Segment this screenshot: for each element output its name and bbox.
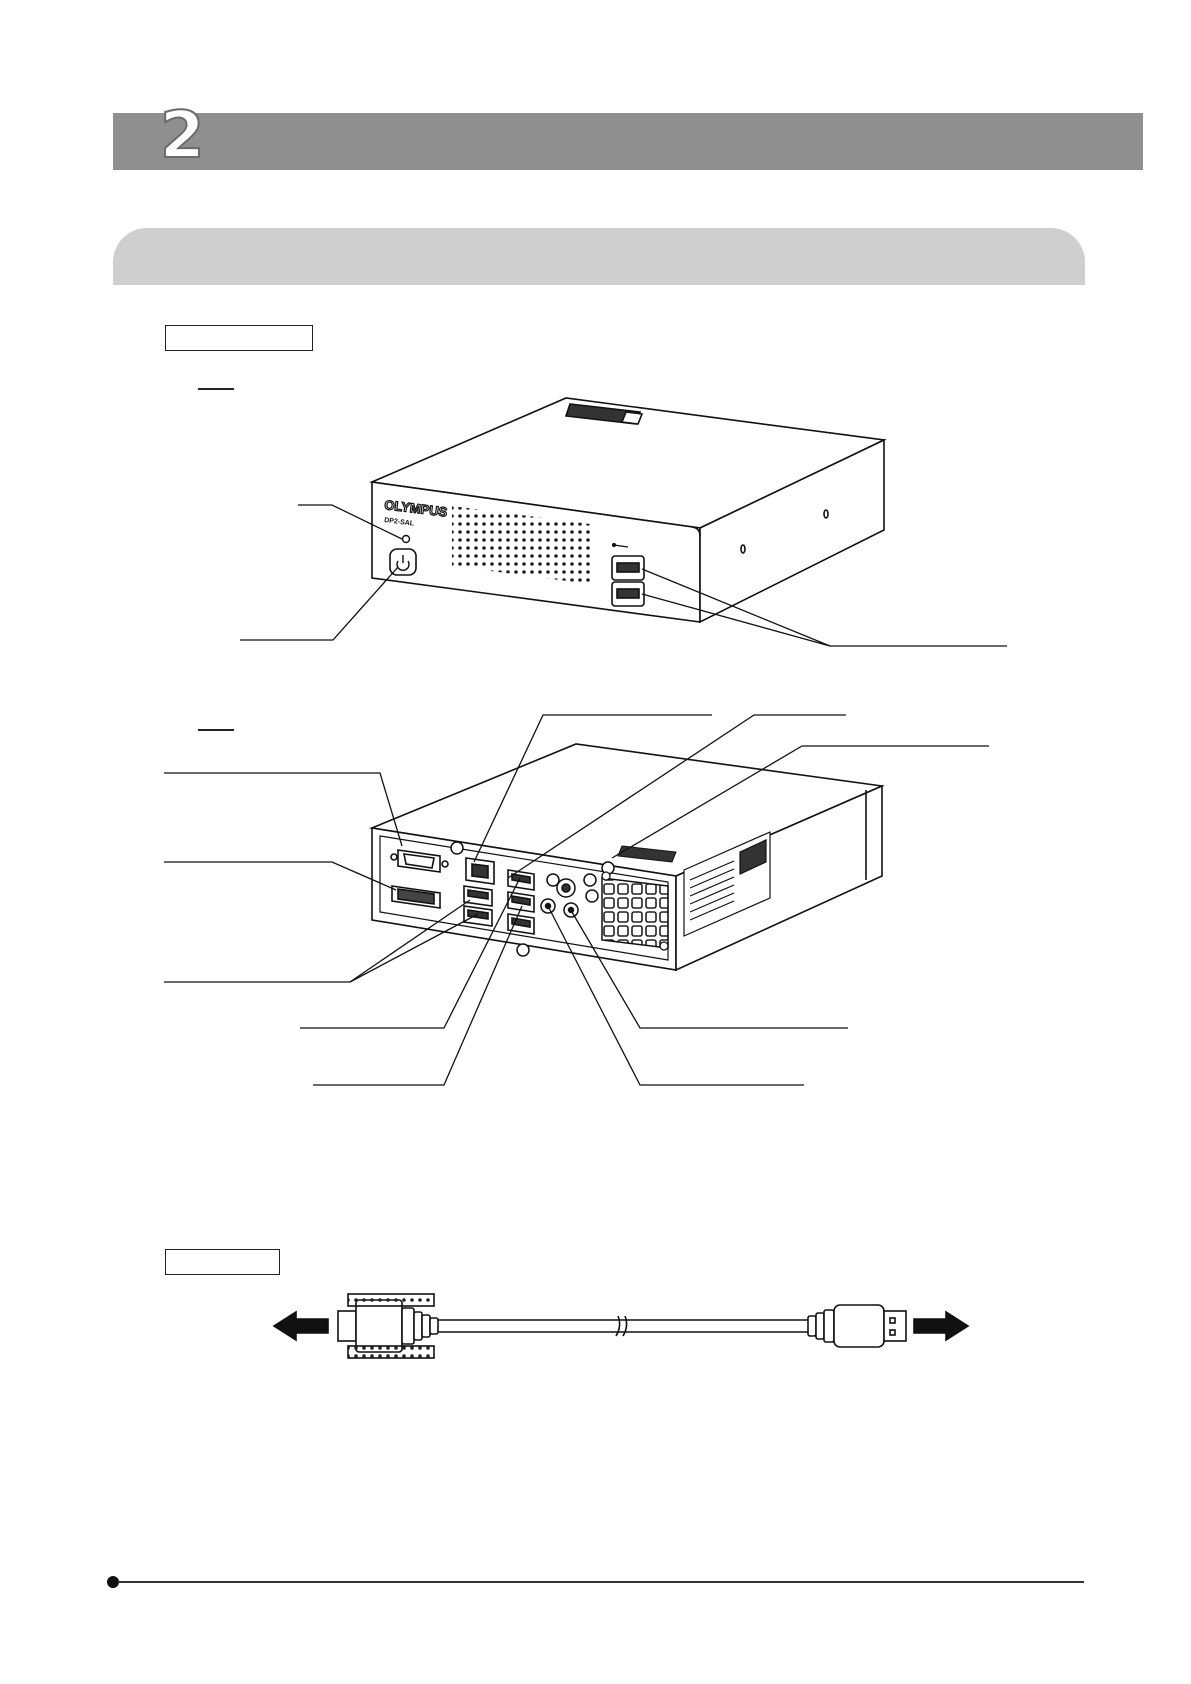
footer-rule xyxy=(118,1581,1084,1583)
model-label: DP2-SAL xyxy=(383,517,415,528)
left-arrow-icon xyxy=(274,1312,328,1340)
rear-fan-grill xyxy=(602,878,668,948)
rear-screw xyxy=(451,842,463,854)
chapter-number: 2 xyxy=(160,99,205,173)
rear-screw-lower xyxy=(517,944,529,956)
rear-usb-right xyxy=(508,870,534,934)
right-arrow-icon xyxy=(914,1312,968,1340)
cable-drawing xyxy=(274,1294,968,1358)
rear-lan-port xyxy=(466,858,494,884)
brand-logo: OLYMPUS xyxy=(383,497,449,520)
